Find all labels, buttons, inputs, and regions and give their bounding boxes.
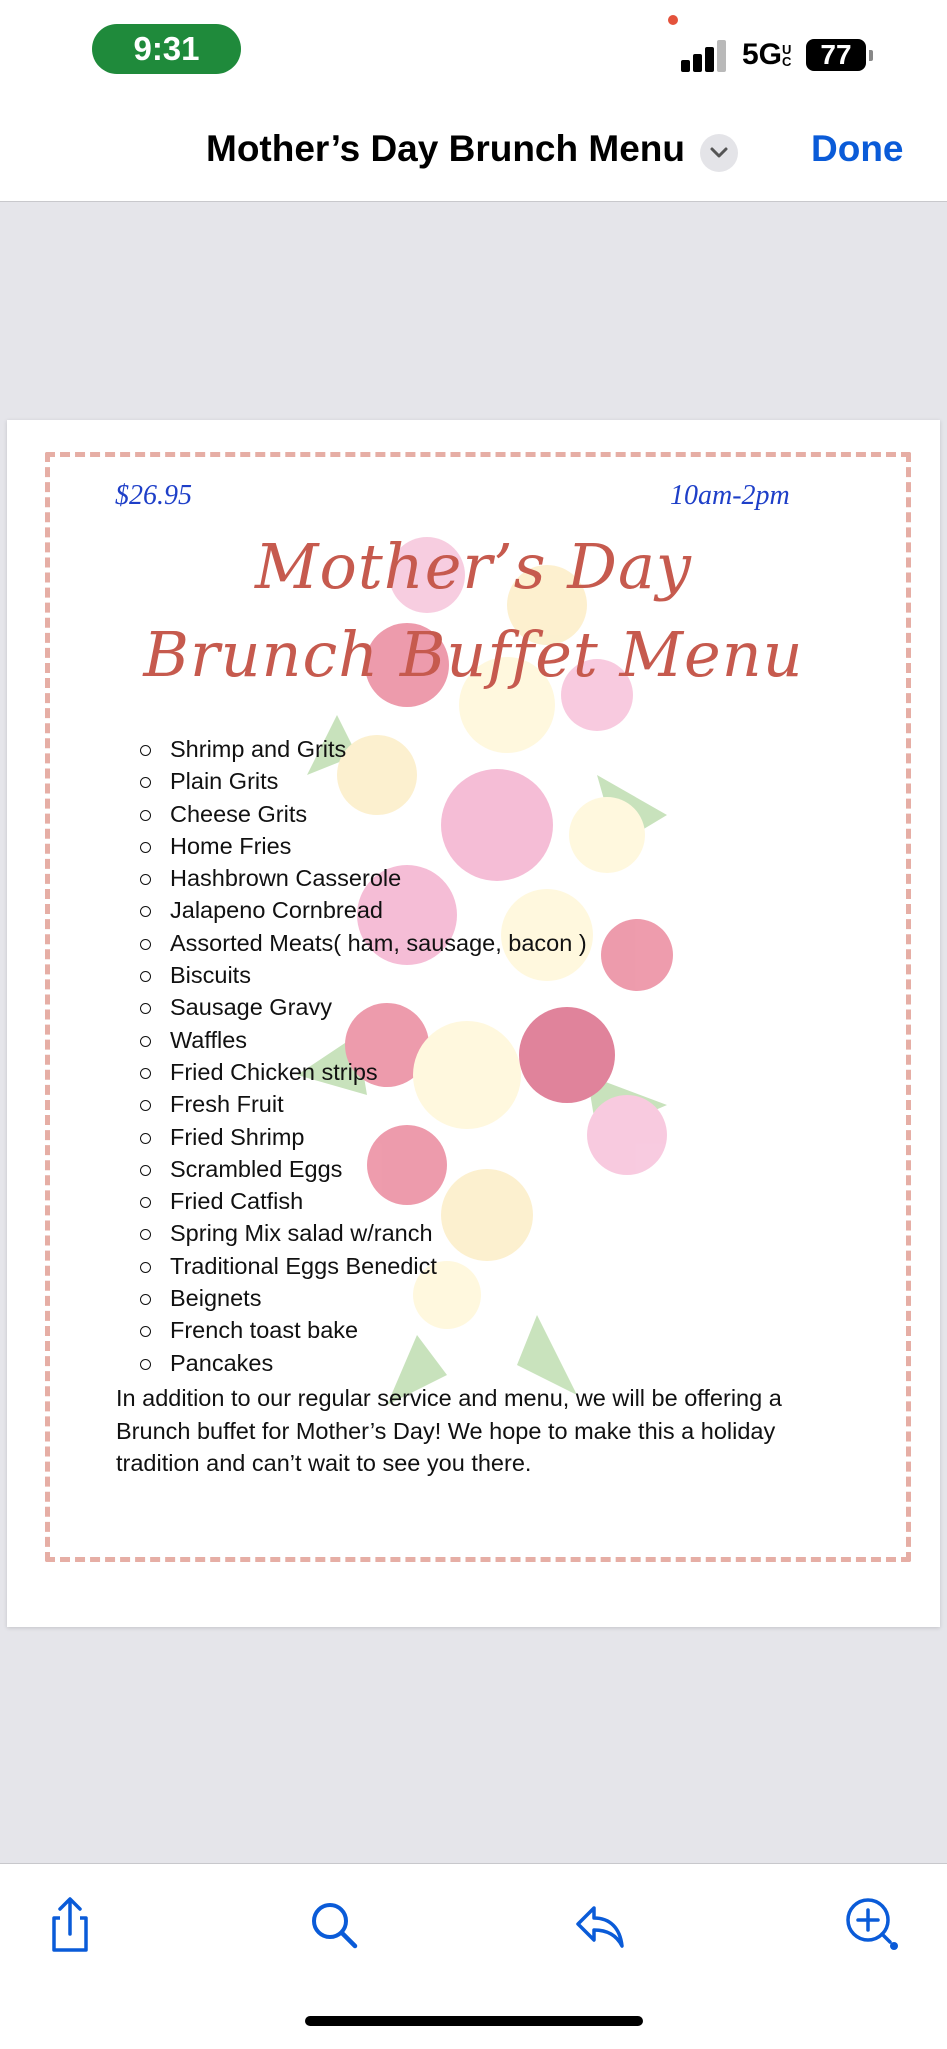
hours-label: 10am-2pm [670, 480, 790, 511]
markup-icon [840, 1894, 900, 1954]
reply-button[interactable] [570, 1894, 630, 1954]
list-item: Fried Shrimp [140, 1121, 587, 1153]
list-item: Waffles [140, 1024, 587, 1056]
list-item: Traditional Eggs Benedict [140, 1250, 587, 1282]
title-menu-button[interactable] [700, 134, 738, 172]
list-item: Cheese Grits [140, 798, 587, 830]
list-item: Fried Catfish [140, 1185, 587, 1217]
list-item: Sausage Gravy [140, 991, 587, 1023]
network-label: 5G [742, 38, 783, 71]
chevron-down-icon [709, 146, 729, 160]
privacy-indicator-dot [668, 15, 678, 25]
reply-icon [570, 1894, 630, 1954]
list-item: Fresh Fruit [140, 1088, 587, 1120]
done-button[interactable]: Done [811, 128, 904, 169]
list-item: Jalapeno Cornbread [140, 894, 587, 926]
headline-line-1: Mother’s Day [255, 530, 692, 603]
search-button[interactable] [305, 1894, 365, 1954]
document-page[interactable] [7, 420, 940, 1627]
search-icon [305, 1894, 365, 1954]
menu-list [140, 733, 587, 1379]
intro-paragraph: In addition to our regular service and menu, we will be offering a Brunch buffet for Mother’s Day! We hope to make this a holiday tradition and can’t wait to see you there. [116, 1385, 782, 1476]
list-item: Plain Grits [140, 765, 587, 797]
list-item: Home Fries [140, 830, 587, 862]
list-item: Scrambled Eggs [140, 1153, 587, 1185]
home-indicator[interactable] [305, 2016, 643, 2026]
status-time[interactable]: 9:31 [92, 24, 241, 74]
headline-line-2: Brunch Buffet Menu [143, 618, 804, 691]
list-item: Spring Mix salad w/ranch [140, 1217, 587, 1249]
network-suffix: UC [782, 42, 792, 70]
signal-icon [681, 40, 731, 72]
network-type [742, 38, 794, 72]
list-item: Biscuits [140, 959, 587, 991]
battery-icon [806, 39, 866, 71]
list-item: Fried Chicken strips [140, 1056, 587, 1088]
list-item: Pancakes [140, 1347, 587, 1379]
list-item: Assorted Meats( ham, sausage, bacon ) [140, 927, 587, 959]
list-item: Shrimp and Grits [140, 733, 587, 765]
list-item: French toast bake [140, 1314, 587, 1346]
document-title[interactable]: Mother’s Day Brunch Menu [206, 128, 685, 169]
share-button[interactable] [40, 1894, 100, 1954]
battery-level: 77 [820, 39, 852, 70]
share-icon [40, 1894, 100, 1954]
top-bar [0, 0, 947, 202]
list-item: Beignets [140, 1282, 587, 1314]
price-label: $26.95 [115, 480, 192, 511]
markup-button[interactable] [840, 1894, 900, 1954]
list-item: Hashbrown Casserole [140, 862, 587, 894]
